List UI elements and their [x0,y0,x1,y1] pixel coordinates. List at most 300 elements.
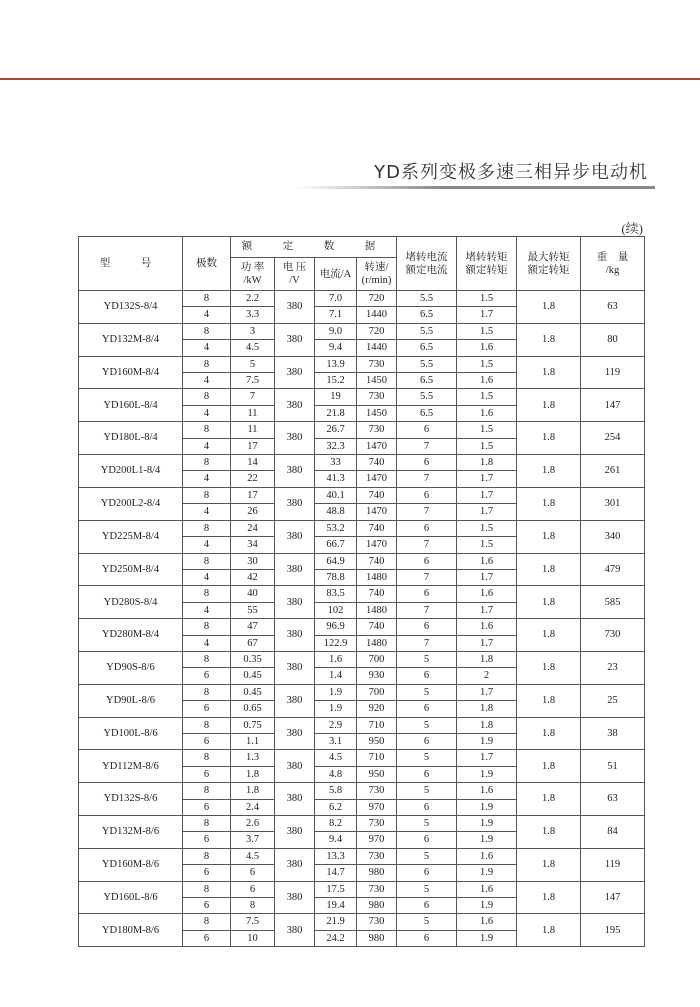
poles-cell: 8 [183,848,231,864]
speed-cell: 720 [357,291,397,307]
speed-cell: 710 [357,750,397,766]
power-cell: 0.35 [231,651,275,667]
header-power: 功 率 /kW [231,258,275,291]
continued-label: (续) [621,221,643,236]
voltage-cell: 380 [275,553,315,586]
voltage-cell: 380 [275,323,315,356]
weight-cell: 301 [581,487,645,520]
header-rated-data: 额 定 数 据 [231,237,397,258]
poles-cell: 6 [183,930,231,946]
locked-current-cell: 6 [397,832,457,848]
locked-current-cell: 6 [397,733,457,749]
model-cell: YD132M-8/4 [79,323,183,356]
power-cell: 0.45 [231,684,275,700]
header-locked-rotor-current-ratio: 堵转电流 额定电流 [397,237,457,291]
page-title: YD系列变极多速三相异步电动机 [374,162,648,183]
current-cell: 9.0 [315,323,357,339]
locked-torque-cell: 1.5 [457,389,517,405]
power-cell: 42 [231,569,275,585]
weight-cell: 147 [581,881,645,914]
table-body [79,291,645,947]
poles-cell: 4 [183,569,231,585]
table-row [79,422,645,438]
table-row [79,881,645,897]
poles-cell: 8 [183,323,231,339]
speed-cell: 1450 [357,373,397,389]
locked-torque-cell: 1.5 [457,438,517,454]
locked-current-cell: 5.5 [397,291,457,307]
current-cell: 19 [315,389,357,405]
power-cell: 11 [231,405,275,421]
locked-torque-cell: 1.9 [457,766,517,782]
locked-current-cell: 7 [397,471,457,487]
current-cell: 48.8 [315,504,357,520]
locked-current-cell: 5 [397,750,457,766]
power-cell: 0.65 [231,701,275,717]
model-cell: YD200L2-8/4 [79,487,183,520]
voltage-cell: 380 [275,619,315,652]
speed-cell: 980 [357,898,397,914]
max-torque-cell: 1.8 [517,619,581,652]
table-row [79,553,645,569]
speed-cell: 970 [357,799,397,815]
table-row [79,750,645,766]
locked-torque-cell: 1.9 [457,898,517,914]
power-cell: 10 [231,930,275,946]
speed-cell: 1440 [357,307,397,323]
locked-torque-cell: 1.5 [457,537,517,553]
power-cell: 17 [231,487,275,503]
poles-cell: 6 [183,668,231,684]
current-cell: 1.6 [315,651,357,667]
locked-current-cell: 6.5 [397,340,457,356]
current-cell: 5.8 [315,783,357,799]
max-torque-cell: 1.8 [517,389,581,422]
max-torque-cell: 1.8 [517,651,581,684]
model-cell: YD132S-8/4 [79,291,183,324]
current-cell: 2.9 [315,717,357,733]
model-cell: YD90S-8/6 [79,651,183,684]
power-cell: 8 [231,898,275,914]
current-cell: 33 [315,455,357,471]
weight-cell: 254 [581,422,645,455]
header-poles: 极数 [183,237,231,291]
power-cell: 3.7 [231,832,275,848]
power-cell: 4.5 [231,340,275,356]
locked-current-cell: 7 [397,635,457,651]
poles-cell: 4 [183,307,231,323]
locked-torque-cell: 1.7 [457,307,517,323]
current-cell: 53.2 [315,520,357,536]
poles-cell: 8 [183,619,231,635]
speed-cell: 740 [357,553,397,569]
speed-cell: 740 [357,619,397,635]
current-cell: 6.2 [315,799,357,815]
model-cell: YD280S-8/4 [79,586,183,619]
speed-cell: 1480 [357,635,397,651]
table-row [79,717,645,733]
locked-current-cell: 6.5 [397,405,457,421]
locked-torque-cell: 1.5 [457,291,517,307]
voltage-cell: 380 [275,717,315,750]
locked-torque-cell: 1.9 [457,816,517,832]
weight-cell: 80 [581,323,645,356]
locked-current-cell: 7 [397,537,457,553]
model-cell: YD100L-8/6 [79,717,183,750]
poles-cell: 6 [183,898,231,914]
max-torque-cell: 1.8 [517,848,581,881]
poles-cell: 8 [183,684,231,700]
current-cell: 13.3 [315,848,357,864]
speed-cell: 1470 [357,471,397,487]
current-cell: 1.9 [315,701,357,717]
poles-cell: 8 [183,750,231,766]
speed-cell: 740 [357,520,397,536]
model-cell: YD200L1-8/4 [79,455,183,488]
speed-cell: 730 [357,389,397,405]
weight-cell: 63 [581,783,645,816]
poles-cell: 8 [183,881,231,897]
current-cell: 7.1 [315,307,357,323]
max-torque-cell: 1.8 [517,750,581,783]
header-speed: 转速/ (r/min) [357,258,397,291]
power-cell: 17 [231,438,275,454]
locked-current-cell: 6 [397,930,457,946]
power-cell: 6 [231,881,275,897]
locked-current-cell: 6 [397,799,457,815]
voltage-cell: 380 [275,422,315,455]
locked-torque-cell: 1.7 [457,471,517,487]
weight-cell: 84 [581,816,645,849]
power-cell: 22 [231,471,275,487]
power-cell: 2.2 [231,291,275,307]
locked-current-cell: 6 [397,865,457,881]
weight-cell: 340 [581,520,645,553]
poles-cell: 8 [183,651,231,667]
speed-cell: 720 [357,323,397,339]
voltage-cell: 380 [275,455,315,488]
model-cell: YD90L-8/6 [79,684,183,717]
power-cell: 24 [231,520,275,536]
current-cell: 24.2 [315,930,357,946]
model-cell: YD132M-8/6 [79,816,183,849]
current-cell: 8.2 [315,816,357,832]
power-cell: 4.5 [231,848,275,864]
speed-cell: 980 [357,865,397,881]
table-row [79,586,645,602]
power-cell: 55 [231,602,275,618]
max-torque-cell: 1.8 [517,520,581,553]
locked-torque-cell: 1.6 [457,848,517,864]
power-cell: 47 [231,619,275,635]
poles-cell: 4 [183,373,231,389]
voltage-cell: 380 [275,848,315,881]
poles-cell: 4 [183,340,231,356]
power-cell: 34 [231,537,275,553]
locked-torque-cell: 1.7 [457,684,517,700]
power-cell: 3 [231,323,275,339]
speed-cell: 740 [357,455,397,471]
locked-current-cell: 6.5 [397,373,457,389]
model-cell: YD160M-8/6 [79,848,183,881]
locked-torque-cell: 1.8 [457,651,517,667]
current-cell: 17.5 [315,881,357,897]
speed-cell: 1480 [357,569,397,585]
speed-cell: 930 [357,668,397,684]
poles-cell: 4 [183,405,231,421]
locked-torque-cell: 1.9 [457,733,517,749]
locked-current-cell: 7 [397,504,457,520]
power-cell: 0.75 [231,717,275,733]
poles-cell: 8 [183,487,231,503]
current-cell: 3.1 [315,733,357,749]
current-cell: 1.4 [315,668,357,684]
poles-cell: 8 [183,553,231,569]
locked-torque-cell: 1.6 [457,553,517,569]
speed-cell: 920 [357,701,397,717]
locked-current-cell: 6 [397,586,457,602]
current-cell: 32.3 [315,438,357,454]
locked-torque-cell: 1.7 [457,569,517,585]
power-cell: 2.4 [231,799,275,815]
motor-spec-table [78,236,645,947]
locked-torque-cell: 1.7 [457,504,517,520]
header-model: 型 号 [79,237,183,291]
table-row [79,684,645,700]
speed-cell: 730 [357,914,397,930]
max-torque-cell: 1.8 [517,717,581,750]
current-cell: 13.9 [315,356,357,372]
voltage-cell: 380 [275,914,315,947]
voltage-cell: 380 [275,520,315,553]
weight-cell: 730 [581,619,645,652]
locked-torque-cell: 1.5 [457,422,517,438]
header-current: 电流/A [315,258,357,291]
poles-cell: 8 [183,291,231,307]
current-cell: 9.4 [315,340,357,356]
speed-cell: 740 [357,586,397,602]
model-cell: YD112M-8/6 [79,750,183,783]
locked-torque-cell: 1.5 [457,520,517,536]
top-divider-line [0,78,700,80]
speed-cell: 730 [357,356,397,372]
locked-current-cell: 6 [397,520,457,536]
current-cell: 7.0 [315,291,357,307]
max-torque-cell: 1.8 [517,356,581,389]
voltage-cell: 380 [275,783,315,816]
model-cell: YD180L-8/4 [79,422,183,455]
locked-current-cell: 6 [397,487,457,503]
power-cell: 3.3 [231,307,275,323]
poles-cell: 6 [183,799,231,815]
current-cell: 19.4 [315,898,357,914]
poles-cell: 8 [183,717,231,733]
power-cell: 11 [231,422,275,438]
power-cell: 0.45 [231,668,275,684]
table-row [79,651,645,667]
locked-current-cell: 5 [397,881,457,897]
speed-cell: 700 [357,684,397,700]
voltage-cell: 380 [275,750,315,783]
table-row [79,323,645,339]
current-cell: 40.1 [315,487,357,503]
locked-current-cell: 6 [397,455,457,471]
locked-current-cell: 7 [397,569,457,585]
speed-cell: 730 [357,881,397,897]
locked-torque-cell: 1.9 [457,832,517,848]
voltage-cell: 380 [275,816,315,849]
locked-current-cell: 6 [397,668,457,684]
table-row [79,848,645,864]
table-row [79,783,645,799]
max-torque-cell: 1.8 [517,553,581,586]
power-cell: 7.5 [231,914,275,930]
power-cell: 1.8 [231,783,275,799]
speed-cell: 1450 [357,405,397,421]
weight-cell: 23 [581,651,645,684]
voltage-cell: 380 [275,389,315,422]
locked-current-cell: 6 [397,898,457,914]
locked-current-cell: 5 [397,914,457,930]
locked-torque-cell: 1.6 [457,373,517,389]
model-cell: YD225M-8/4 [79,520,183,553]
power-cell: 26 [231,504,275,520]
current-cell: 21.8 [315,405,357,421]
power-cell: 2.6 [231,816,275,832]
voltage-cell: 380 [275,356,315,389]
poles-cell: 4 [183,602,231,618]
weight-cell: 119 [581,848,645,881]
speed-cell: 980 [357,930,397,946]
locked-torque-cell: 1.6 [457,586,517,602]
poles-cell: 8 [183,389,231,405]
poles-cell: 8 [183,586,231,602]
model-cell: YD180M-8/6 [79,914,183,947]
weight-cell: 147 [581,389,645,422]
poles-cell: 8 [183,356,231,372]
model-cell: YD160L-8/4 [79,389,183,422]
poles-cell: 6 [183,865,231,881]
current-cell: 83.5 [315,586,357,602]
header-weight: 重 量 /kg [581,237,645,291]
max-torque-cell: 1.8 [517,455,581,488]
locked-torque-cell: 1.8 [457,455,517,471]
voltage-cell: 380 [275,291,315,324]
speed-cell: 1440 [357,340,397,356]
speed-cell: 730 [357,848,397,864]
table-row [79,487,645,503]
current-cell: 21.9 [315,914,357,930]
table-row [79,619,645,635]
poles-cell: 6 [183,766,231,782]
locked-current-cell: 6 [397,619,457,635]
weight-cell: 261 [581,455,645,488]
header-max-torque-ratio: 最大转矩 额定转矩 [517,237,581,291]
table-row [79,816,645,832]
locked-torque-cell: 1.5 [457,323,517,339]
locked-torque-cell: 1.9 [457,865,517,881]
max-torque-cell: 1.8 [517,783,581,816]
locked-torque-cell: 2 [457,668,517,684]
power-cell: 30 [231,553,275,569]
poles-cell: 8 [183,455,231,471]
model-cell: YD160M-8/4 [79,356,183,389]
poles-cell: 4 [183,438,231,454]
locked-current-cell: 5 [397,651,457,667]
locked-current-cell: 5 [397,848,457,864]
table-row [79,356,645,372]
table-row [79,455,645,471]
poles-cell: 8 [183,520,231,536]
power-cell: 1.1 [231,733,275,749]
speed-cell: 730 [357,783,397,799]
current-cell: 78.8 [315,569,357,585]
max-torque-cell: 1.8 [517,586,581,619]
locked-torque-cell: 1.9 [457,799,517,815]
speed-cell: 1470 [357,504,397,520]
locked-current-cell: 5.5 [397,323,457,339]
current-cell: 26.7 [315,422,357,438]
max-torque-cell: 1.8 [517,881,581,914]
power-cell: 14 [231,455,275,471]
max-torque-cell: 1.8 [517,914,581,947]
power-cell: 67 [231,635,275,651]
weight-cell: 585 [581,586,645,619]
locked-torque-cell: 1.6 [457,405,517,421]
locked-torque-cell: 1.8 [457,701,517,717]
locked-torque-cell: 1.6 [457,783,517,799]
locked-torque-cell: 1.7 [457,487,517,503]
locked-current-cell: 5 [397,783,457,799]
speed-cell: 730 [357,422,397,438]
current-cell: 122.9 [315,635,357,651]
locked-current-cell: 6 [397,766,457,782]
power-cell: 5 [231,356,275,372]
locked-current-cell: 6 [397,701,457,717]
table-row [79,520,645,536]
poles-cell: 8 [183,816,231,832]
current-cell: 66.7 [315,537,357,553]
poles-cell: 8 [183,914,231,930]
locked-current-cell: 5 [397,684,457,700]
speed-cell: 1480 [357,602,397,618]
speed-cell: 950 [357,733,397,749]
poles-cell: 6 [183,832,231,848]
locked-torque-cell: 1.8 [457,717,517,733]
max-torque-cell: 1.8 [517,816,581,849]
poles-cell: 6 [183,733,231,749]
current-cell: 1.9 [315,684,357,700]
speed-cell: 950 [357,766,397,782]
table-row [79,389,645,405]
poles-cell: 4 [183,471,231,487]
locked-torque-cell: 1.6 [457,619,517,635]
title-underline [295,186,655,189]
voltage-cell: 380 [275,651,315,684]
locked-current-cell: 5.5 [397,356,457,372]
speed-cell: 710 [357,717,397,733]
power-cell: 6 [231,865,275,881]
max-torque-cell: 1.8 [517,291,581,324]
model-cell: YD160L-8/6 [79,881,183,914]
speed-cell: 1470 [357,537,397,553]
locked-torque-cell: 1.6 [457,914,517,930]
locked-current-cell: 5.5 [397,389,457,405]
speed-cell: 700 [357,651,397,667]
power-cell: 7.5 [231,373,275,389]
locked-torque-cell: 1.6 [457,881,517,897]
poles-cell: 4 [183,635,231,651]
